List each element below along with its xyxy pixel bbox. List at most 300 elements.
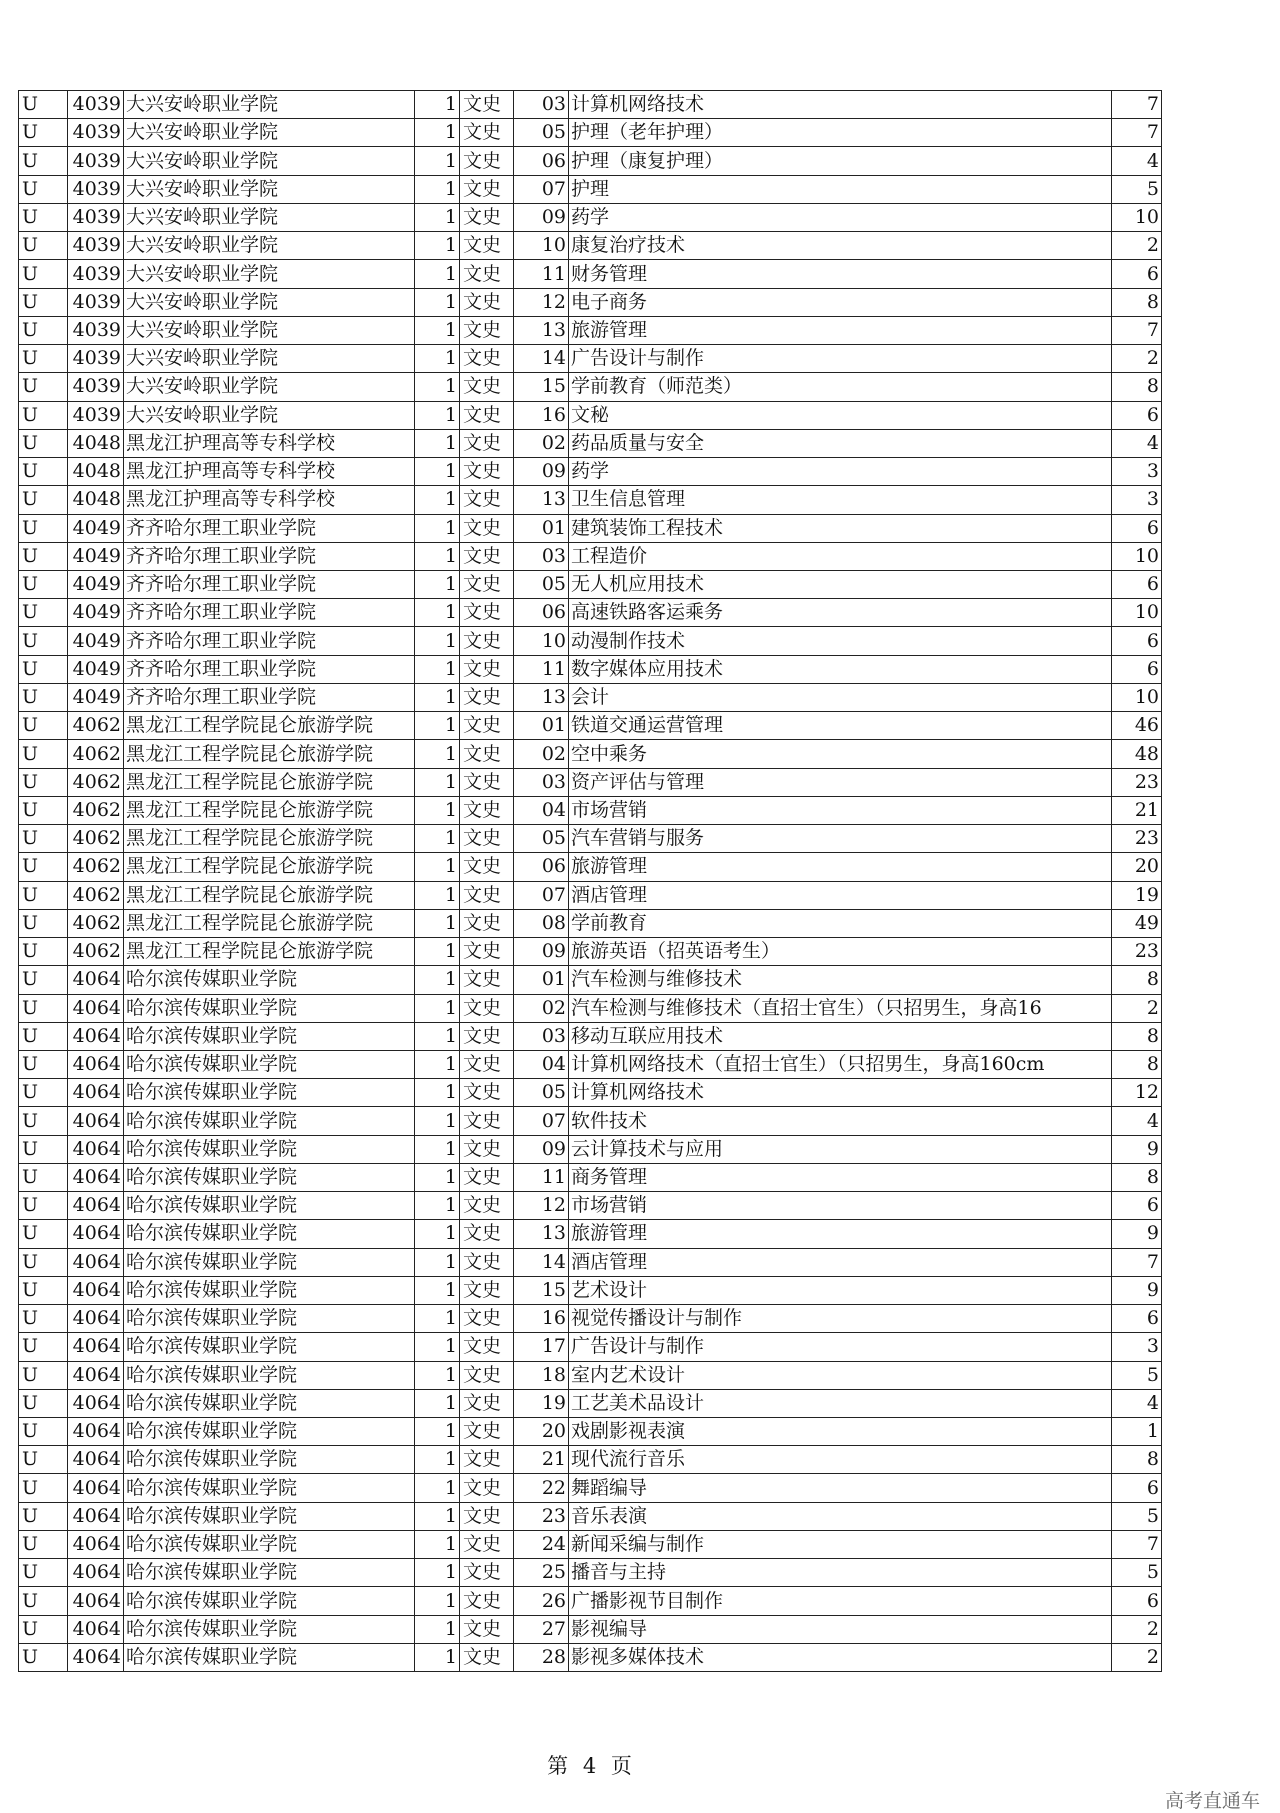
subject-cell: 文史 [460, 401, 514, 429]
school-code-cell: 4064 [68, 1305, 124, 1333]
table-row [19, 486, 1162, 514]
plan-count-cell: 6 [1112, 260, 1162, 288]
school-code-cell: 4064 [68, 1643, 124, 1671]
batch-cell: U [19, 1276, 68, 1304]
school-code-cell: 4062 [68, 938, 124, 966]
school-code-cell: 4062 [68, 853, 124, 881]
major-name-cell: 会计 [569, 683, 1112, 711]
batch-cell: U [19, 909, 68, 937]
school-name-cell: 哈尔滨传媒职业学院 [124, 1135, 415, 1163]
table-row [19, 1050, 1162, 1078]
plan-type-cell: 1 [415, 373, 460, 401]
school-code-cell: 4039 [68, 147, 124, 175]
batch-cell: U [19, 712, 68, 740]
school-name-cell: 哈尔滨传媒职业学院 [124, 1418, 415, 1446]
school-name-cell: 黑龙江护理高等专科学校 [124, 486, 415, 514]
major-name-cell: 汽车营销与服务 [569, 825, 1112, 853]
table-row [19, 1163, 1162, 1191]
school-code-cell: 4064 [68, 994, 124, 1022]
major-name-cell: 学前教育 [569, 909, 1112, 937]
table-row [19, 1305, 1162, 1333]
school-name-cell: 哈尔滨传媒职业学院 [124, 1333, 415, 1361]
major-name-cell: 舞蹈编导 [569, 1474, 1112, 1502]
plan-count-cell: 1 [1112, 1418, 1162, 1446]
subject-cell: 文史 [460, 429, 514, 457]
batch-cell: U [19, 514, 68, 542]
school-name-cell: 齐齐哈尔理工职业学院 [124, 627, 415, 655]
subject-cell: 文史 [460, 938, 514, 966]
major-code-cell: 28 [514, 1643, 569, 1671]
subject-cell: 文史 [460, 542, 514, 570]
subject-cell: 文史 [460, 655, 514, 683]
table-row [19, 1530, 1162, 1558]
school-code-cell: 4064 [68, 1530, 124, 1558]
major-name-cell: 旅游英语（招英语考生） [569, 938, 1112, 966]
subject-cell: 文史 [460, 203, 514, 231]
plan-type-cell: 1 [415, 1530, 460, 1558]
plan-type-cell: 1 [415, 260, 460, 288]
plan-count-cell: 6 [1112, 570, 1162, 598]
plan-count-cell: 8 [1112, 288, 1162, 316]
major-name-cell: 无人机应用技术 [569, 570, 1112, 598]
table-row [19, 232, 1162, 260]
school-code-cell: 4064 [68, 1022, 124, 1050]
table-row [19, 796, 1162, 824]
school-name-cell: 黑龙江工程学院昆仑旅游学院 [124, 825, 415, 853]
school-name-cell: 齐齐哈尔理工职业学院 [124, 514, 415, 542]
table-row [19, 542, 1162, 570]
school-name-cell: 哈尔滨传媒职业学院 [124, 1474, 415, 1502]
plan-count-cell: 7 [1112, 1530, 1162, 1558]
major-name-cell: 护理（康复护理） [569, 147, 1112, 175]
major-code-cell: 05 [514, 570, 569, 598]
school-name-cell: 大兴安岭职业学院 [124, 203, 415, 231]
school-code-cell: 4064 [68, 1446, 124, 1474]
major-name-cell: 财务管理 [569, 260, 1112, 288]
plan-count-cell: 7 [1112, 316, 1162, 344]
batch-cell: U [19, 1107, 68, 1135]
major-code-cell: 20 [514, 1418, 569, 1446]
plan-count-cell: 6 [1112, 1192, 1162, 1220]
major-code-cell: 02 [514, 740, 569, 768]
batch-cell: U [19, 1615, 68, 1643]
school-name-cell: 哈尔滨传媒职业学院 [124, 1502, 415, 1530]
table-row [19, 203, 1162, 231]
major-name-cell: 现代流行音乐 [569, 1446, 1112, 1474]
major-code-cell: 11 [514, 260, 569, 288]
school-code-cell: 4064 [68, 1248, 124, 1276]
subject-cell: 文史 [460, 345, 514, 373]
plan-type-cell: 1 [415, 175, 460, 203]
batch-cell: U [19, 119, 68, 147]
major-name-cell: 旅游管理 [569, 1220, 1112, 1248]
table-row [19, 1107, 1162, 1135]
major-code-cell: 12 [514, 1192, 569, 1220]
school-code-cell: 4062 [68, 909, 124, 937]
plan-count-cell: 5 [1112, 1559, 1162, 1587]
major-code-cell: 05 [514, 1079, 569, 1107]
major-name-cell: 药学 [569, 458, 1112, 486]
table-row [19, 288, 1162, 316]
school-code-cell: 4039 [68, 260, 124, 288]
table-row [19, 655, 1162, 683]
table-row [19, 881, 1162, 909]
major-name-cell: 计算机网络技术（直招士官生）（只招男生，身高160cm [569, 1050, 1112, 1078]
batch-cell: U [19, 1333, 68, 1361]
plan-type-cell: 1 [415, 401, 460, 429]
subject-cell: 文史 [460, 175, 514, 203]
plan-count-cell: 23 [1112, 768, 1162, 796]
subject-cell: 文史 [460, 91, 514, 119]
major-code-cell: 14 [514, 1248, 569, 1276]
subject-cell: 文史 [460, 458, 514, 486]
school-code-cell: 4049 [68, 570, 124, 598]
table-row [19, 1474, 1162, 1502]
school-code-cell: 4049 [68, 627, 124, 655]
plan-type-cell: 1 [415, 119, 460, 147]
major-name-cell: 广播影视节目制作 [569, 1587, 1112, 1615]
school-name-cell: 哈尔滨传媒职业学院 [124, 1559, 415, 1587]
school-code-cell: 4039 [68, 288, 124, 316]
school-name-cell: 黑龙江工程学院昆仑旅游学院 [124, 881, 415, 909]
subject-cell: 文史 [460, 966, 514, 994]
batch-cell: U [19, 1587, 68, 1615]
plan-type-cell: 1 [415, 1615, 460, 1643]
table-row [19, 1333, 1162, 1361]
table-row [19, 1135, 1162, 1163]
table-row [19, 712, 1162, 740]
school-code-cell: 4064 [68, 1192, 124, 1220]
school-name-cell: 哈尔滨传媒职业学院 [124, 1192, 415, 1220]
school-code-cell: 4039 [68, 232, 124, 260]
enrollment-plan-table [18, 90, 1162, 1672]
plan-count-cell: 8 [1112, 1163, 1162, 1191]
table-row [19, 1220, 1162, 1248]
school-name-cell: 大兴安岭职业学院 [124, 260, 415, 288]
batch-cell: U [19, 316, 68, 344]
major-name-cell: 学前教育（师范类） [569, 373, 1112, 401]
batch-cell: U [19, 570, 68, 598]
school-code-cell: 4064 [68, 1418, 124, 1446]
school-code-cell: 4039 [68, 91, 124, 119]
plan-count-cell: 8 [1112, 966, 1162, 994]
plan-type-cell: 1 [415, 938, 460, 966]
major-name-cell: 药品质量与安全 [569, 429, 1112, 457]
major-code-cell: 16 [514, 1305, 569, 1333]
school-code-cell: 4062 [68, 740, 124, 768]
major-name-cell: 资产评估与管理 [569, 768, 1112, 796]
major-code-cell: 26 [514, 1587, 569, 1615]
batch-cell: U [19, 1079, 68, 1107]
subject-cell: 文史 [460, 1276, 514, 1304]
major-code-cell: 10 [514, 232, 569, 260]
footer-prefix: 第 [547, 1754, 569, 1778]
plan-count-cell: 5 [1112, 1502, 1162, 1530]
plan-type-cell: 1 [415, 1192, 460, 1220]
batch-cell: U [19, 429, 68, 457]
page-number: 4 [582, 1754, 597, 1778]
table-row [19, 1587, 1162, 1615]
subject-cell: 文史 [460, 1248, 514, 1276]
plan-type-cell: 1 [415, 458, 460, 486]
plan-type-cell: 1 [415, 203, 460, 231]
major-code-cell: 05 [514, 119, 569, 147]
batch-cell: U [19, 938, 68, 966]
major-code-cell: 03 [514, 1022, 569, 1050]
major-name-cell: 旅游管理 [569, 316, 1112, 344]
major-code-cell: 03 [514, 542, 569, 570]
table-row [19, 909, 1162, 937]
subject-cell: 文史 [460, 260, 514, 288]
subject-cell: 文史 [460, 373, 514, 401]
plan-type-cell: 1 [415, 1502, 460, 1530]
table-row [19, 316, 1162, 344]
plan-count-cell: 7 [1112, 91, 1162, 119]
table-row [19, 260, 1162, 288]
plan-type-cell: 1 [415, 1107, 460, 1135]
major-code-cell: 12 [514, 288, 569, 316]
plan-count-cell: 6 [1112, 627, 1162, 655]
subject-cell: 文史 [460, 1050, 514, 1078]
major-name-cell: 计算机网络技术 [569, 91, 1112, 119]
major-name-cell: 广告设计与制作 [569, 1333, 1112, 1361]
batch-cell: U [19, 203, 68, 231]
school-name-cell: 哈尔滨传媒职业学院 [124, 1022, 415, 1050]
table-row [19, 1276, 1162, 1304]
school-name-cell: 大兴安岭职业学院 [124, 345, 415, 373]
school-name-cell: 大兴安岭职业学院 [124, 175, 415, 203]
school-code-cell: 4064 [68, 1220, 124, 1248]
major-code-cell: 03 [514, 91, 569, 119]
subject-cell: 文史 [460, 994, 514, 1022]
table-row [19, 570, 1162, 598]
major-name-cell: 新闻采编与制作 [569, 1530, 1112, 1558]
major-code-cell: 14 [514, 345, 569, 373]
watermark: 高考直通车 [1164, 1790, 1260, 1812]
subject-cell: 文史 [460, 909, 514, 937]
subject-cell: 文史 [460, 627, 514, 655]
plan-count-cell: 3 [1112, 486, 1162, 514]
batch-cell: U [19, 232, 68, 260]
major-code-cell: 01 [514, 966, 569, 994]
page-footer [0, 1750, 1161, 1780]
table-row [19, 1022, 1162, 1050]
school-name-cell: 哈尔滨传媒职业学院 [124, 1615, 415, 1643]
table-row [19, 1446, 1162, 1474]
school-name-cell: 齐齐哈尔理工职业学院 [124, 542, 415, 570]
plan-count-cell: 3 [1112, 458, 1162, 486]
plan-type-cell: 1 [415, 486, 460, 514]
school-code-cell: 4062 [68, 796, 124, 824]
subject-cell: 文史 [460, 1502, 514, 1530]
plan-count-cell: 2 [1112, 1643, 1162, 1671]
school-name-cell: 哈尔滨传媒职业学院 [124, 1079, 415, 1107]
batch-cell: U [19, 1418, 68, 1446]
plan-count-cell: 4 [1112, 1107, 1162, 1135]
subject-cell: 文史 [460, 1559, 514, 1587]
subject-cell: 文史 [460, 1192, 514, 1220]
table-row [19, 514, 1162, 542]
school-name-cell: 哈尔滨传媒职业学院 [124, 1389, 415, 1417]
school-code-cell: 4062 [68, 881, 124, 909]
school-code-cell: 4062 [68, 712, 124, 740]
school-name-cell: 大兴安岭职业学院 [124, 147, 415, 175]
table-row [19, 938, 1162, 966]
major-name-cell: 影视多媒体技术 [569, 1643, 1112, 1671]
major-name-cell: 汽车检测与维修技术 [569, 966, 1112, 994]
batch-cell: U [19, 599, 68, 627]
school-name-cell: 哈尔滨传媒职业学院 [124, 1163, 415, 1191]
major-name-cell: 工程造价 [569, 542, 1112, 570]
plan-count-cell: 6 [1112, 401, 1162, 429]
batch-cell: U [19, 1361, 68, 1389]
school-name-cell: 大兴安岭职业学院 [124, 119, 415, 147]
table-row [19, 345, 1162, 373]
plan-count-cell: 2 [1112, 345, 1162, 373]
plan-type-cell: 1 [415, 1135, 460, 1163]
batch-cell: U [19, 1474, 68, 1502]
batch-cell: U [19, 825, 68, 853]
major-name-cell: 广告设计与制作 [569, 345, 1112, 373]
major-code-cell: 15 [514, 1276, 569, 1304]
school-code-cell: 4039 [68, 345, 124, 373]
plan-count-cell: 48 [1112, 740, 1162, 768]
batch-cell: U [19, 1502, 68, 1530]
plan-count-cell: 3 [1112, 1333, 1162, 1361]
batch-cell: U [19, 853, 68, 881]
plan-count-cell: 2 [1112, 232, 1162, 260]
school-code-cell: 4064 [68, 1361, 124, 1389]
school-code-cell: 4048 [68, 486, 124, 514]
school-name-cell: 哈尔滨传媒职业学院 [124, 1220, 415, 1248]
subject-cell: 文史 [460, 486, 514, 514]
major-code-cell: 04 [514, 1050, 569, 1078]
table-row [19, 1361, 1162, 1389]
major-code-cell: 06 [514, 599, 569, 627]
school-name-cell: 哈尔滨传媒职业学院 [124, 1276, 415, 1304]
subject-cell: 文史 [460, 147, 514, 175]
plan-type-cell: 1 [415, 627, 460, 655]
school-name-cell: 黑龙江工程学院昆仑旅游学院 [124, 909, 415, 937]
batch-cell: U [19, 1163, 68, 1191]
major-code-cell: 07 [514, 881, 569, 909]
school-name-cell: 哈尔滨传媒职业学院 [124, 1361, 415, 1389]
table-row [19, 429, 1162, 457]
school-code-cell: 4064 [68, 1559, 124, 1587]
school-name-cell: 哈尔滨传媒职业学院 [124, 1248, 415, 1276]
school-code-cell: 4039 [68, 316, 124, 344]
school-name-cell: 黑龙江工程学院昆仑旅游学院 [124, 796, 415, 824]
plan-count-cell: 4 [1112, 147, 1162, 175]
batch-cell: U [19, 260, 68, 288]
school-name-cell: 哈尔滨传媒职业学院 [124, 1587, 415, 1615]
table-row [19, 175, 1162, 203]
major-code-cell: 06 [514, 147, 569, 175]
school-name-cell: 哈尔滨传媒职业学院 [124, 1107, 415, 1135]
plan-count-cell: 6 [1112, 514, 1162, 542]
table-row [19, 994, 1162, 1022]
plan-count-cell: 20 [1112, 853, 1162, 881]
subject-cell: 文史 [460, 1220, 514, 1248]
major-name-cell: 数字媒体应用技术 [569, 655, 1112, 683]
plan-count-cell: 9 [1112, 1276, 1162, 1304]
plan-type-cell: 1 [415, 881, 460, 909]
plan-type-cell: 1 [415, 599, 460, 627]
school-code-cell: 4064 [68, 1135, 124, 1163]
school-name-cell: 黑龙江工程学院昆仑旅游学院 [124, 712, 415, 740]
plan-type-cell: 1 [415, 288, 460, 316]
school-code-cell: 4049 [68, 683, 124, 711]
plan-count-cell: 6 [1112, 655, 1162, 683]
batch-cell: U [19, 740, 68, 768]
major-name-cell: 文秘 [569, 401, 1112, 429]
major-name-cell: 室内艺术设计 [569, 1361, 1112, 1389]
plan-count-cell: 8 [1112, 1446, 1162, 1474]
plan-type-cell: 1 [415, 740, 460, 768]
table-row [19, 1502, 1162, 1530]
batch-cell: U [19, 1050, 68, 1078]
batch-cell: U [19, 288, 68, 316]
subject-cell: 文史 [460, 768, 514, 796]
batch-cell: U [19, 683, 68, 711]
table-row [19, 853, 1162, 881]
major-name-cell: 铁道交通运营管理 [569, 712, 1112, 740]
major-code-cell: 27 [514, 1615, 569, 1643]
plan-count-cell: 4 [1112, 1389, 1162, 1417]
school-name-cell: 大兴安岭职业学院 [124, 401, 415, 429]
major-name-cell: 艺术设计 [569, 1276, 1112, 1304]
plan-type-cell: 1 [415, 147, 460, 175]
plan-type-cell: 1 [415, 1022, 460, 1050]
batch-cell: U [19, 1305, 68, 1333]
table-row [19, 768, 1162, 796]
subject-cell: 文史 [460, 712, 514, 740]
school-name-cell: 大兴安岭职业学院 [124, 288, 415, 316]
school-code-cell: 4064 [68, 1276, 124, 1304]
plan-type-cell: 1 [415, 429, 460, 457]
plan-count-cell: 6 [1112, 1305, 1162, 1333]
major-name-cell: 云计算技术与应用 [569, 1135, 1112, 1163]
school-name-cell: 大兴安岭职业学院 [124, 91, 415, 119]
plan-type-cell: 1 [415, 1389, 460, 1417]
plan-type-cell: 1 [415, 345, 460, 373]
table-body [19, 91, 1162, 1672]
plan-count-cell: 6 [1112, 1587, 1162, 1615]
subject-cell: 文史 [460, 1361, 514, 1389]
school-code-cell: 4062 [68, 825, 124, 853]
table-row [19, 91, 1162, 119]
school-name-cell: 哈尔滨传媒职业学院 [124, 1305, 415, 1333]
subject-cell: 文史 [460, 796, 514, 824]
school-code-cell: 4064 [68, 1333, 124, 1361]
plan-count-cell: 10 [1112, 542, 1162, 570]
school-name-cell: 齐齐哈尔理工职业学院 [124, 683, 415, 711]
school-name-cell: 黑龙江工程学院昆仑旅游学院 [124, 853, 415, 881]
batch-cell: U [19, 458, 68, 486]
school-code-cell: 4062 [68, 768, 124, 796]
batch-cell: U [19, 175, 68, 203]
school-code-cell: 4039 [68, 175, 124, 203]
major-code-cell: 05 [514, 825, 569, 853]
subject-cell: 文史 [460, 1474, 514, 1502]
table-row [19, 1559, 1162, 1587]
table-row [19, 627, 1162, 655]
subject-cell: 文史 [460, 1079, 514, 1107]
plan-type-cell: 1 [415, 683, 460, 711]
batch-cell: U [19, 881, 68, 909]
plan-count-cell: 23 [1112, 825, 1162, 853]
subject-cell: 文史 [460, 1333, 514, 1361]
